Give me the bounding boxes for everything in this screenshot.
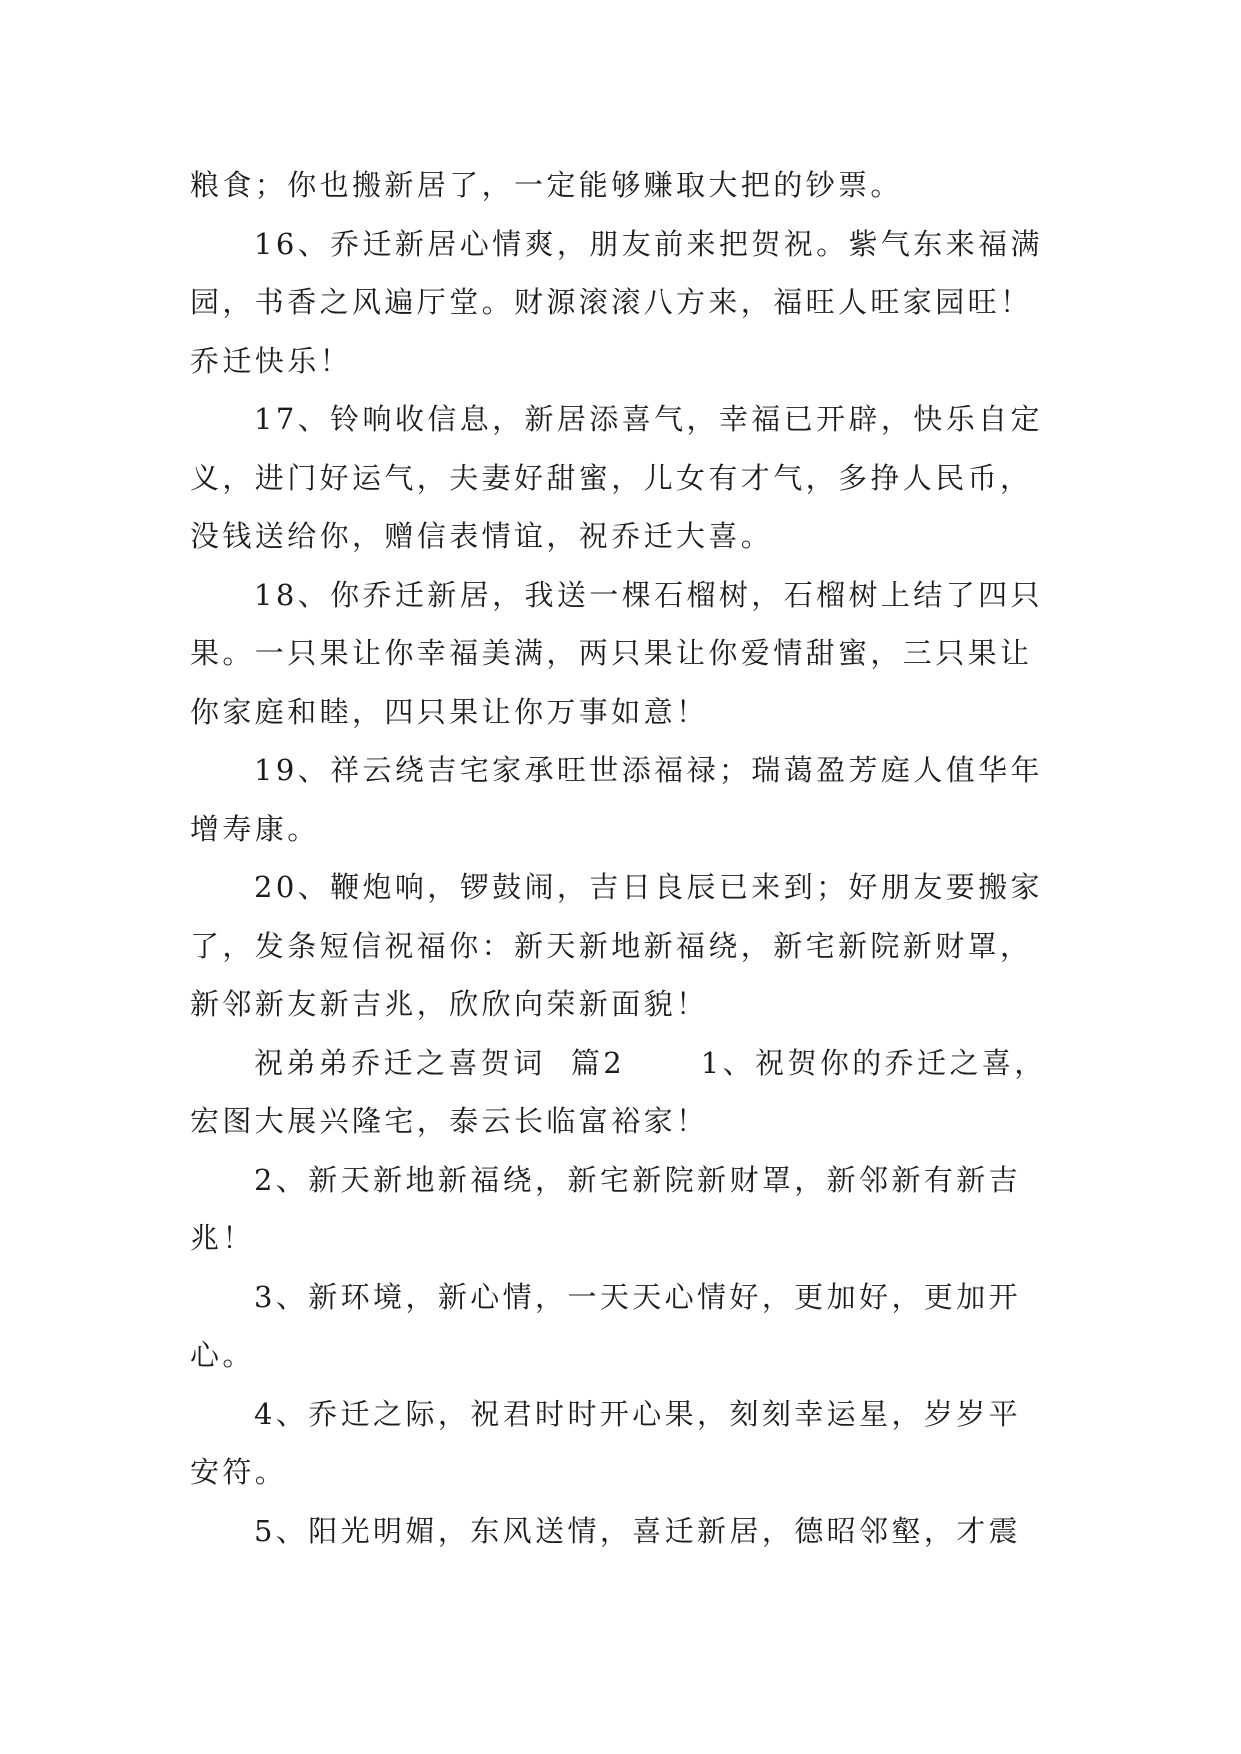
text-line: 2、新天新地新福绕，新宅新院新财罩，新邻新有新吉 <box>254 1162 1022 1197</box>
section-heading-line: 祝弟弟乔迁之喜贺词 篇2 1、祝贺你的乔迁之喜， <box>254 1045 1047 1080</box>
text-line: 4、乔迁之际，祝君时时开心果，刻刻幸运星，岁岁平 <box>254 1396 1022 1431</box>
text-line: 义，进门好运气，夫妻好甜蜜，儿女有才气，多挣人民币， <box>190 460 1033 495</box>
text-line: 新邻新友新吉兆，欣欣向荣新面貌！ <box>190 987 709 1021</box>
text-line: 乔迁快乐！ <box>190 343 353 378</box>
text-line: 安符。 <box>190 1455 288 1489</box>
text-line: 了，发条短信祝福你：新天新地新福绕，新宅新院新财罩， <box>190 928 1033 963</box>
text-line: 宏图大展兴隆宅，泰云长临富裕家！ <box>190 1104 709 1138</box>
text-line: 19、祥云绕吉宅家承旺世添福禄；瑞蔼盈芳庭人值华年 <box>254 753 1043 787</box>
text-line: 18、你乔迁新居，我送一棵石榴树，石榴树上结了四只 <box>254 577 1043 612</box>
text-line: 5、阳光明媚，东风送情，喜迁新居，德昭邻壑，才震 <box>254 1513 1022 1548</box>
text-line: 增寿康。 <box>190 811 320 846</box>
text-line: 20、鞭炮响，锣鼓闹，吉日良辰已来到；好朋友要搬家 <box>254 870 1043 904</box>
text-line: 16、乔迁新居心情爽，朋友前来把贺祝。紫气东来福满 <box>254 226 1043 261</box>
text-line: 园，书香之风遍厅堂。财源滚滚八方来，福旺人旺家园旺！ <box>190 285 1033 319</box>
text-line: 没钱送给你，赠信表情谊，祝乔迁大喜。 <box>190 519 774 553</box>
text-line: 你家庭和睦，四只果让你万事如意！ <box>190 694 709 729</box>
text-line: 果。一只果让你幸福美满，两只果让你爱情甜蜜，三只果让 <box>190 636 1033 670</box>
text-line: 17、铃响收信息，新居添喜气，幸福已开辟，快乐自定 <box>254 402 1043 436</box>
text-line: 兆！ <box>190 1221 255 1255</box>
text-line: 粮食；你也搬新居了，一定能够赚取大把的钞票。 <box>190 168 903 202</box>
text-line: 3、新环境，新心情，一天天心情好，更加好，更加开 <box>254 1279 1022 1314</box>
text-line: 心。 <box>190 1338 255 1372</box>
document-body <box>190 156 1052 1560</box>
